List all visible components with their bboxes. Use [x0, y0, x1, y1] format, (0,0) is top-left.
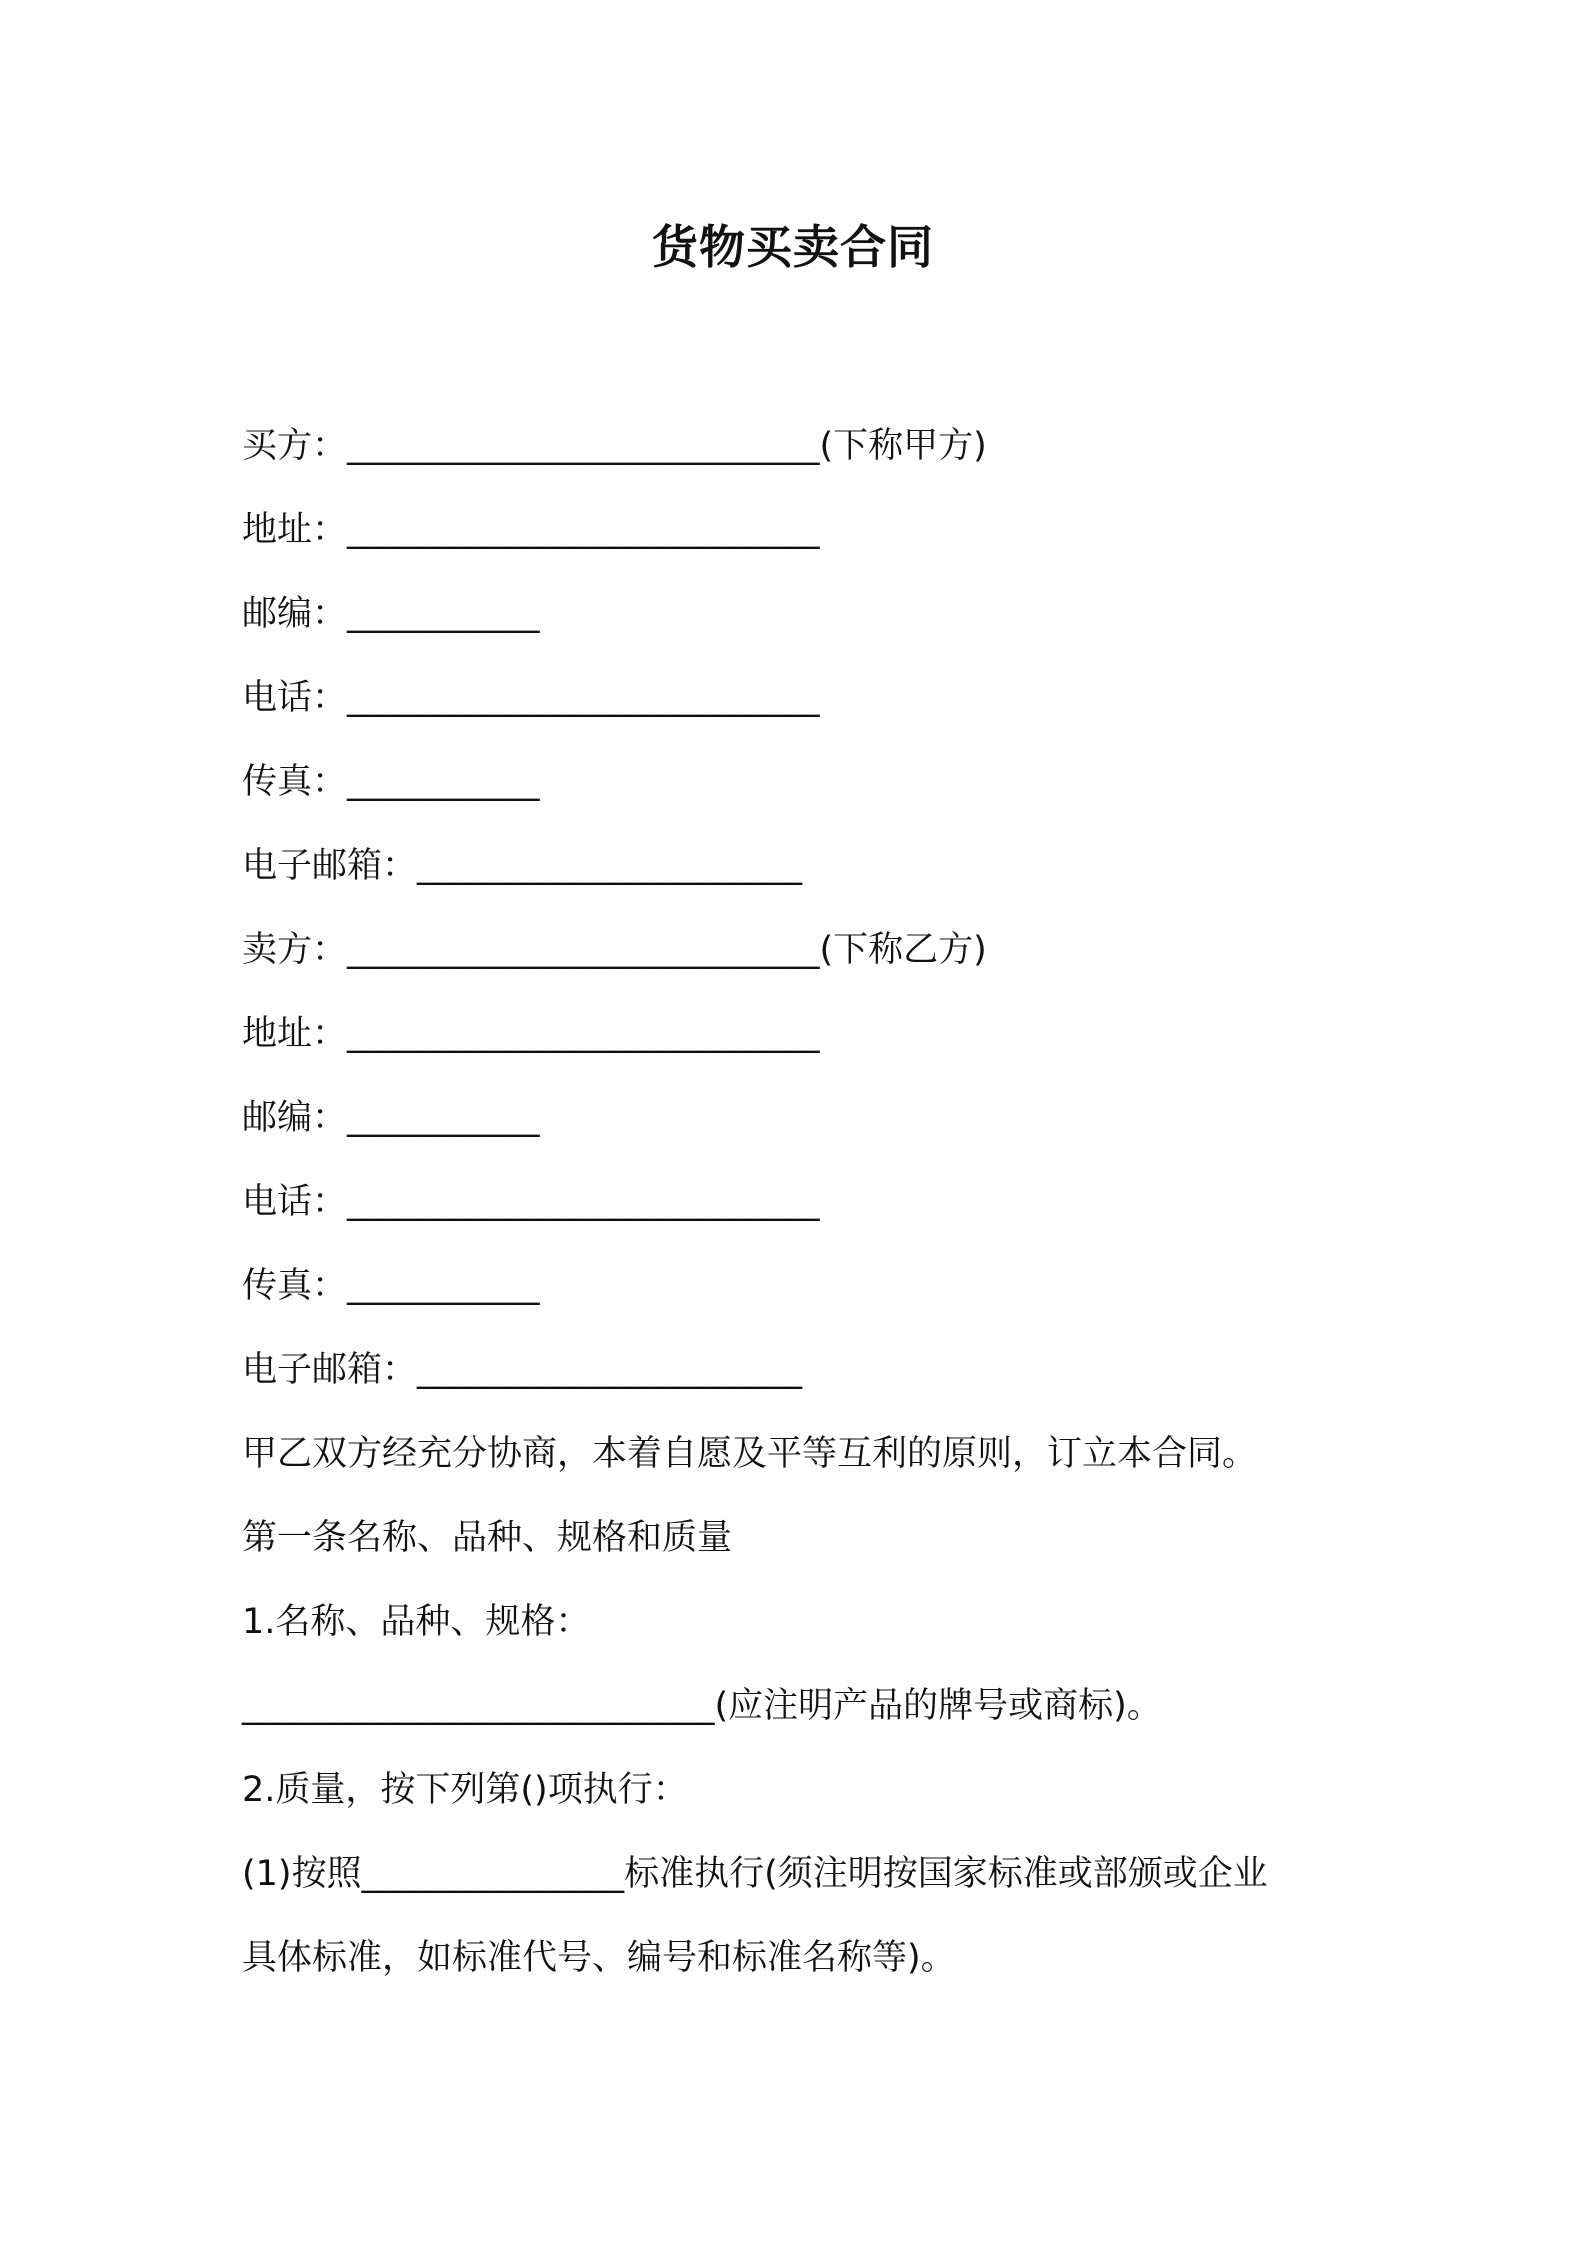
clause-brand-blank: [242, 1664, 1362, 1748]
buyer-postcode-line: [242, 572, 1362, 656]
seller-address-text: 地址：___________________________: [242, 1014, 820, 1054]
buyer-email-line: [242, 824, 1362, 908]
seller-address-line: [242, 992, 1362, 1076]
clause-name-spec-text: 1.名称、品种、规格：: [242, 1602, 591, 1642]
seller-text: 卖方：___________________________(下称乙方): [242, 930, 987, 970]
buyer-phone-line: [242, 656, 1362, 740]
clause-standard: [242, 1832, 1362, 1916]
seller-email-line: [242, 1328, 1362, 1412]
buyer-address-text: 地址：___________________________: [242, 510, 820, 550]
clause-brand-blank-text: ___________________________(应注明产品的牌号或商标)。: [242, 1686, 1162, 1726]
clause-name-spec: [242, 1580, 1362, 1664]
article-one-heading: [242, 1496, 1362, 1580]
seller-fax-text: 传真：___________: [242, 1266, 540, 1306]
buyer-email-text: 电子邮箱：______________________: [242, 846, 803, 886]
clause-standard-continued: [242, 1916, 1362, 2000]
seller-postcode-text: 邮编：___________: [242, 1098, 540, 1138]
article-one-text: 第一条名称、品种、规格和质量: [242, 1518, 733, 1558]
seller-phone-line: [242, 1160, 1362, 1244]
seller-phone-text: 电话：___________________________: [242, 1182, 820, 1222]
agreement-paragraph: [242, 1412, 1362, 1496]
buyer-line: [242, 404, 1362, 488]
seller-fax-line: [242, 1244, 1362, 1328]
seller-postcode-line: [242, 1076, 1362, 1160]
buyer-text: 买方：___________________________(下称甲方): [242, 426, 987, 466]
seller-email-text: 电子邮箱：______________________: [242, 1350, 803, 1390]
buyer-address-line: [242, 488, 1362, 572]
document-body: [242, 404, 1362, 2000]
clause-standard-continued-text: 具体标准，如标准代号、编号和标准名称等)。: [242, 1938, 956, 1978]
buyer-fax-line: [242, 740, 1362, 824]
clause-quality-text: 2.质量，按下列第()项执行：: [242, 1770, 688, 1810]
clause-standard-text: (1)按照_______________标准执行(须注明按国家标准或部颁或企业: [242, 1854, 1268, 1894]
document-title: 货物买卖合同: [652, 220, 934, 274]
seller-line: [242, 908, 1362, 992]
buyer-postcode-text: 邮编：___________: [242, 594, 540, 634]
clause-quality: [242, 1748, 1362, 1832]
agreement-text: 甲乙双方经充分协商，本着自愿及平等互利的原则，订立本合同。: [242, 1434, 1258, 1474]
buyer-phone-text: 电话：___________________________: [242, 678, 820, 718]
buyer-fax-text: 传真：___________: [242, 762, 540, 802]
